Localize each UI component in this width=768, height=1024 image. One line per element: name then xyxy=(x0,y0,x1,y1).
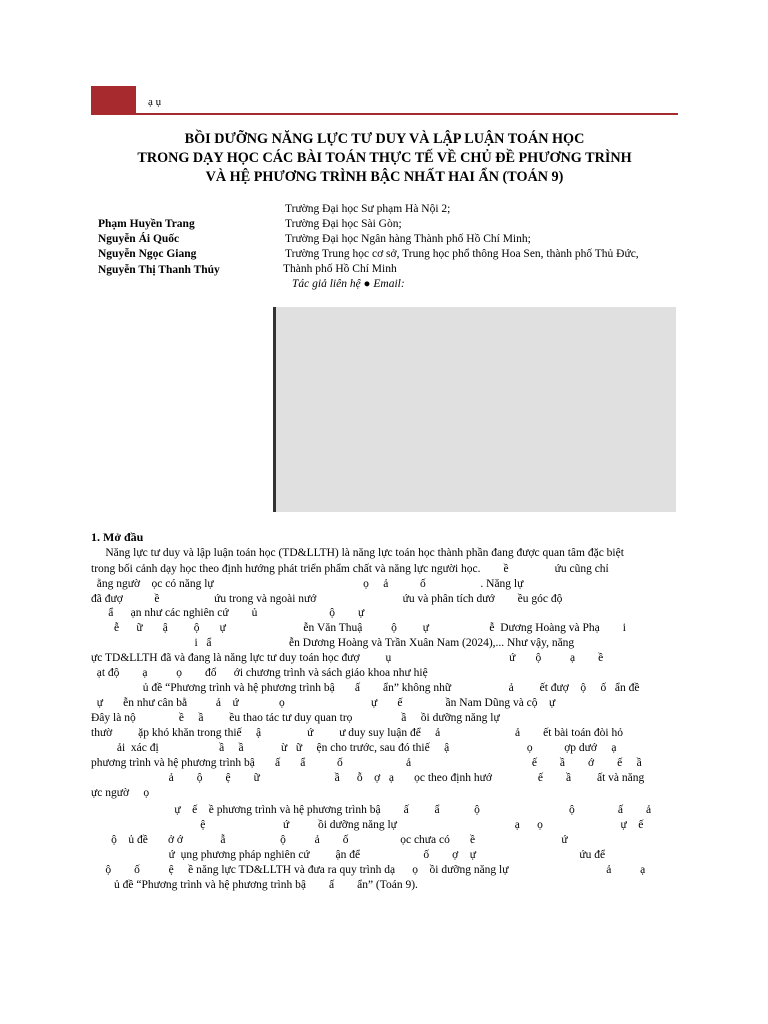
body-line: ộ ố ệ ề năng lực TD&LLTH và đưa ra quy trình dạ ọ ồi dưỡng năng lự ả ạ xyxy=(91,864,646,876)
affiliation-5: Thành phố Hồ Chí Minh xyxy=(283,263,397,275)
body-line: ự ễn như cân bằ ả ứ ọ ự ế ần Nam Dũng và cộ ự xyxy=(91,697,556,709)
body-line: ạt độ ạ ọ đố ới chương trình và sách giáo khoa như hiệ xyxy=(91,667,428,679)
affiliation-4: Trường Trung học cơ sở, Trung học phổ thông Hoa Sen, thành phố Thủ Đức, xyxy=(285,248,639,260)
body-line: ải xác đị ầ ầ ừ ữ ện cho trước, sau đó thiế ậ ọ ợp dướ ạ xyxy=(91,742,617,754)
author-1: Phạm Huyền Trang xyxy=(98,218,195,230)
body-line: ả ộ ệ ữ ầ ỗ ợ ạ ọc theo định hướ ế ầ ất và năng xyxy=(91,772,645,784)
body-line: ủ đề “Phương trình và hệ phương trình bậ ấ ẩn” (Toán 9). xyxy=(91,879,418,891)
abstract-left-bar xyxy=(273,307,276,512)
body-line: Năng lực tư duy và lập luận toán học (TD&LLTH) là năng lực toán học thành phần đang được quan tâm đặc biệt xyxy=(91,547,624,559)
title-line-3: VÀ HỆ PHƯƠNG TRÌNH BẬC NHẤT HAI ẨN (TOÁN 9) xyxy=(205,169,564,185)
body-line: ệ ứ ồi dưỡng năng lự ạ ọ ự ế xyxy=(91,819,644,831)
body-line: ộ ủ đề ở ớ ẫ ộ ả ố ọc chưa có ề ứ xyxy=(91,834,568,846)
author-3: Nguyễn Ngọc Giang xyxy=(98,248,197,260)
body-line: ực TD&LLTH đã và đang là năng lực tư duy toán học đượ ụ ứ ộ ạ ề xyxy=(91,652,604,664)
header-rule xyxy=(91,113,678,115)
body-line: i ẩ ễn Dương Hoàng và Trần Xuân Nam (2024),... Như vậy, năng xyxy=(91,637,575,649)
body-line: ằng ngườ ọc có năng lự ọ ả ố . Năng lự xyxy=(91,578,524,590)
header-color-block xyxy=(91,86,136,115)
body-line: ự ế ề phương trình và hệ phương trình bậ ấ ẩ ộ ộ ấ ả xyxy=(91,804,652,816)
body-line: ễ ữ ậ ộ ự ễn Văn Thuậ ộ ự ễ Dương Hoàng và Phạ i xyxy=(91,622,626,634)
affiliation-3: Trường Đại học Ngân hàng Thành phố Hồ Chí Minh; xyxy=(285,233,531,245)
header-running-text: ạ ụ xyxy=(148,96,162,108)
title-line-2: TRONG DẠY HỌC CÁC BÀI TOÁN THỰC TẾ VỀ CHỦ ĐỀ PHƯƠNG TRÌNH xyxy=(137,150,632,166)
body-line: đã đượ ề ứu trong và ngoài nướ ứu và phân tích dướ ều góc độ xyxy=(91,593,563,605)
author-2: Nguyễn Ái Quốc xyxy=(98,233,180,245)
body-line: thườ ặp khó khăn trong thiế ậ ứ ư duy suy luận để ả ả ết bài toán đòi hỏ xyxy=(91,727,623,739)
abstract-box xyxy=(273,307,676,512)
contact-email: Tác giả liên hệ ● Email: xyxy=(292,278,405,290)
affiliation-1: Trường Đại học Sư phạm Hà Nội 2; xyxy=(285,203,451,215)
body-line: ủ đề “Phương trình và hệ phương trình bậ ấ ẩn” không nhữ ả ết đượ ộ ố ẩn đề xyxy=(91,682,640,694)
section-heading: 1. Mở đầu xyxy=(91,530,144,544)
body-line: ực ngườ ọ xyxy=(91,787,150,799)
author-4: Nguyễn Thị Thanh Thúy xyxy=(98,264,220,276)
body-line: ẩ ạn như các nghiên cứ ủ ộ ự xyxy=(91,607,365,619)
body-line: Đây là nộ ề ầ ều thao tác tư duy quan trọ ầ ồi dưỡng năng lự xyxy=(91,712,500,724)
title-line-1: BỒI DƯỠNG NĂNG LỰC TƯ DUY VÀ LẬP LUẬN TOÁN HỌC xyxy=(184,131,585,147)
body-line: phương trình và hệ phương trình bậ ấ ẩ ố ả ế ầ ớ ế ầ xyxy=(91,757,642,769)
body-line: trong bối cảnh dạy học theo định hướng phát triển phẩm chất và năng lực người học. ề ứu cũng chỉ xyxy=(91,563,609,575)
body-line: ứ ụng phương pháp nghiên cứ ận để ố ợ ự ứu để xyxy=(91,849,606,861)
affiliation-2: Trường Đại học Sài Gòn; xyxy=(285,218,402,230)
